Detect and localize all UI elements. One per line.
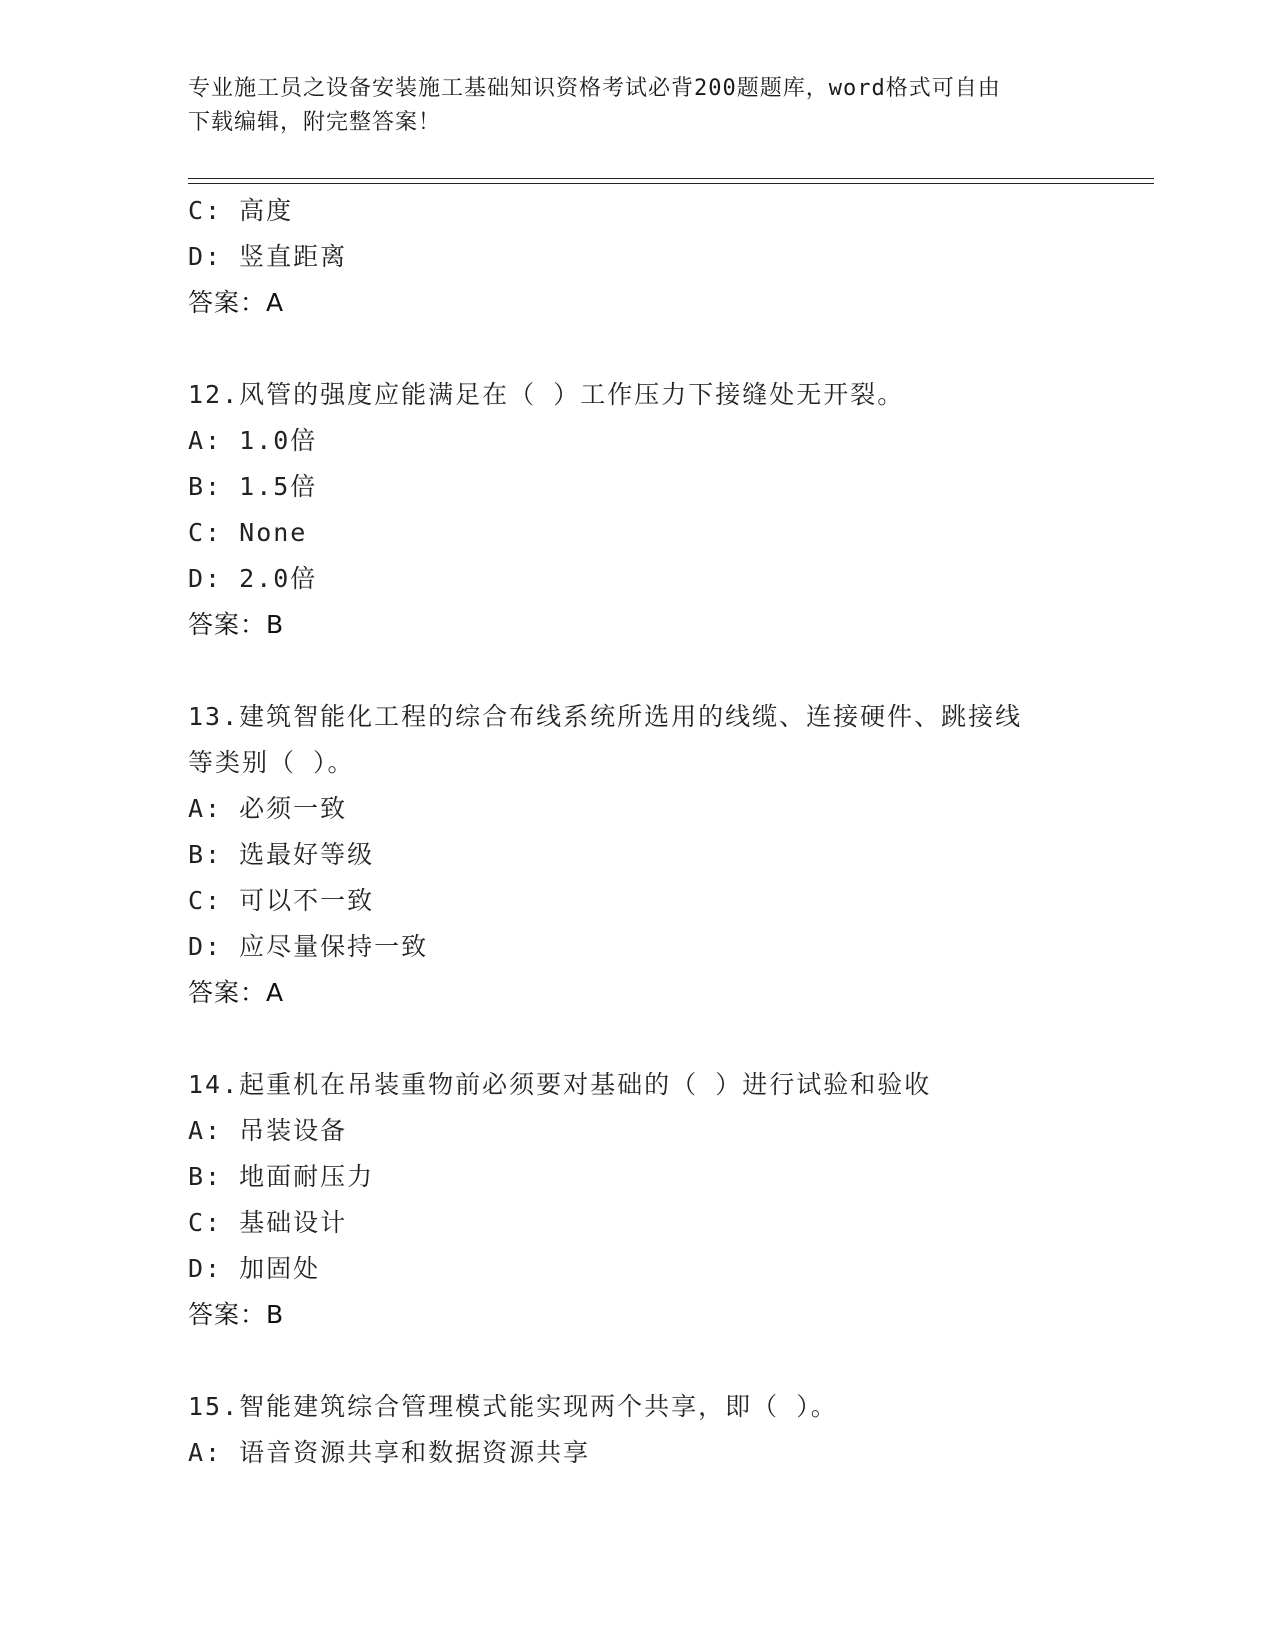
option-b: B: 选最好等级 <box>188 840 375 869</box>
option-d: D: 竖直距离 <box>188 242 348 271</box>
option-c: C: 基础设计 <box>188 1208 348 1237</box>
question-list <box>188 188 1088 1476</box>
question-stem-line-2: 等类别（ ）。 <box>188 748 355 777</box>
option-d: D: 加固处 <box>188 1254 321 1283</box>
option-d: D: 2.0倍 <box>188 564 318 593</box>
document-header <box>188 72 1088 140</box>
option-c: C: 可以不一致 <box>188 886 375 915</box>
answer: 答案：A <box>188 978 285 1007</box>
header-divider-bottom <box>188 183 1154 184</box>
option-a: A: 吊装设备 <box>188 1116 348 1145</box>
question-stem: 14.起重机在吊装重物前必须要对基础的（ ）进行试验和验收 <box>188 1070 932 1099</box>
option-c: C: None <box>188 518 308 547</box>
header-line-1: 专业施工员之设备安装施工基础知识资格考试必背200题题库，word格式可自由 <box>188 76 1001 101</box>
header-line-2: 下载编辑，附完整答案！ <box>188 110 442 135</box>
option-b: B: 地面耐压力 <box>188 1162 375 1191</box>
question-stem-line-1: 13.建筑智能化工程的综合布线系统所选用的线缆、连接硬件、跳接线 <box>188 702 1023 731</box>
question-stem: 12.风管的强度应能满足在（ ）工作压力下接缝处无开裂。 <box>188 380 905 409</box>
question-14 <box>188 1062 1088 1338</box>
option-d: D: 应尽量保持一致 <box>188 932 429 961</box>
option-a: A: 必须一致 <box>188 794 348 823</box>
question-11-continued <box>188 188 1088 326</box>
answer: 答案：B <box>188 610 285 639</box>
question-12 <box>188 372 1088 648</box>
option-a: A: 语音资源共享和数据资源共享 <box>188 1438 591 1467</box>
question-13 <box>188 694 1088 1016</box>
option-b: B: 1.5倍 <box>188 472 318 501</box>
question-15 <box>188 1384 1088 1476</box>
header-divider-top <box>188 178 1154 179</box>
answer: 答案：A <box>188 288 285 317</box>
question-stem: 15.智能建筑综合管理模式能实现两个共享，即（ ）。 <box>188 1392 838 1421</box>
answer: 答案：B <box>188 1300 285 1329</box>
option-a: A: 1.0倍 <box>188 426 318 455</box>
option-c: C: 高度 <box>188 196 294 225</box>
